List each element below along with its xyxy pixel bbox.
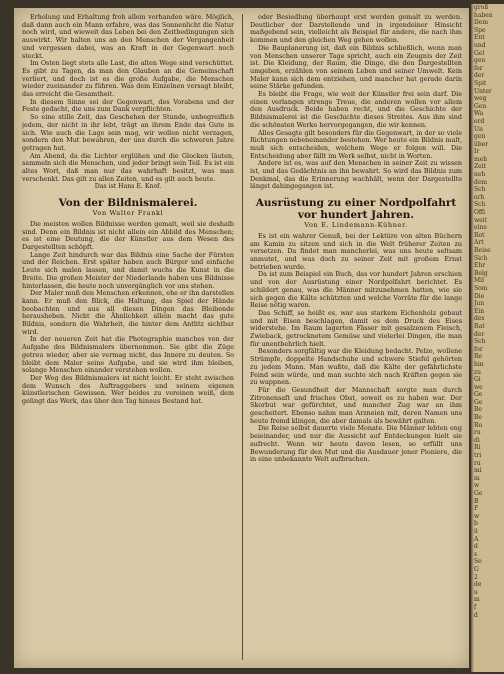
next-page-line: Ent — [474, 34, 485, 42]
next-page-line: Ehr — [474, 262, 486, 270]
next-page-line: hin — [474, 360, 484, 368]
next-page-line: de — [474, 581, 482, 589]
article-byline: Von Walter Frankl — [92, 209, 164, 218]
intro-paragraph: So eine stille Zeit, das Geschehen der Stunde, unbegreiflich jedem, der nicht in ihr lebt, trägt an ihrem Ende das Gute in sich. Wie auch die Lage sein mag, wir wollen nicht verzagen, sondern den Mut bewahren, der uns durch die schweren Jahre getragen hat. — [22, 113, 234, 152]
article-title-nordpolfahrt: Ausrüstung zu einer Nordpolfahrt vor hundert Jahren. — [255, 197, 457, 222]
next-page-line: Ro — [474, 421, 483, 429]
next-page-line: zu — [474, 368, 482, 376]
next-page-line: Gi — [474, 376, 481, 384]
next-page-line: Sch — [474, 186, 486, 194]
next-page-line: Sch — [474, 338, 486, 346]
next-page-line: meh — [474, 155, 488, 163]
next-page-line: Die — [474, 292, 485, 300]
next-page-line: m — [474, 474, 480, 482]
body-paragraph: Andere ist es, was auf den Menschen in seiner Zeit zu wissen ist, und das Gedächtnis an ihn bewahrt. So wird das Bildnis zum Denkmal, das die Erinnerung wachhält, wenn der Dargestellte längst dahingegangen ist. — [250, 159, 462, 191]
intro-paragraph: Im Osten liegt stets alle Last, die alten Wege sind verschüttet. Es gibt zu Tagen, da man den Glauben an die Gemeinschaft verliert, und doch ist es die große Aufgabe, die Menschen wieder zueinander zu führen. Was dem Einzelnen versagt bleibt, das erreicht die Gesamtheit. — [22, 59, 234, 99]
next-page-line: Se — [474, 558, 482, 566]
column-rule — [242, 14, 243, 660]
next-page-line: Mil — [474, 277, 484, 285]
signature: Das ist Hans E. Knof. — [94, 183, 162, 191]
next-page-line: Wa — [474, 110, 484, 118]
body-paragraph: oder Besiedlung überhaupt erst werden gemalt zu werden. Deutlicher der Darstellende und in irgendeiner Hinsicht maßgebend sein, vielleicht als Beispiel für andere, die nach ihm kommen und den gleichen Weg gehen wollen. — [250, 14, 462, 45]
next-page-line: fer — [474, 64, 483, 72]
next-page-line: Spe — [474, 26, 486, 34]
next-page-line: haben — [474, 11, 493, 19]
right-column — [250, 14, 462, 662]
body-paragraph: Es bleibt die Frage, wie weit der Künstler frei sein darf. Die einen verlangen strenge Treue, die anderen wollen vor allem den Ausdruck. Beide haben recht, und die Geschichte der Bildnismalerei ist die Geschichte dieses Streites. Aus ihm sind die schönsten Werke hervorgegangen, die wir kennen. — [250, 90, 462, 129]
next-page-line: der — [474, 72, 485, 80]
next-page-line: Ge — [474, 391, 483, 399]
article-title-bildnismalerei: Von der Bildnismalerei. — [58, 197, 198, 210]
next-page-line: di — [474, 436, 480, 444]
next-page-line: gen — [474, 57, 486, 65]
next-page-line: Sch — [474, 201, 486, 209]
next-page-line: Rat — [474, 322, 485, 330]
next-page-line: F — [474, 505, 479, 513]
next-page-line: erh — [474, 193, 485, 201]
left-column — [22, 14, 234, 662]
next-page-line: ru — [474, 429, 481, 437]
next-page-line: Unter — [474, 87, 492, 95]
next-page-line: Gel — [474, 49, 485, 57]
next-page-line: erd — [474, 117, 485, 125]
article-paragraph: Der Maler muß den Menschen erkennen, ehe er ihn darstellen kann. Er muß den Blick, die Haltung, das Spiel der Hände beobachten und aus all diesen Dingen das Bleibende herausheben. Nicht die Ähnlichkeit allein macht das gute Bildnis, sondern die Wahrheit, die hinter dem Antlitz sichtbar wird. — [22, 289, 234, 336]
next-page-line: B — [474, 497, 479, 505]
page-fold — [471, 4, 474, 672]
next-page-line: weg — [474, 95, 487, 103]
next-page-line: Ri — [474, 444, 481, 452]
next-page-line: und — [474, 41, 486, 49]
next-page-line: Ir — [474, 148, 480, 156]
next-page-line: groß — [474, 4, 489, 11]
next-page-line: weit — [474, 216, 488, 224]
newspaper-page — [14, 8, 469, 668]
next-page-line: d — [474, 611, 478, 619]
next-page-line: Jun — [474, 300, 485, 308]
next-page-line: eine — [474, 224, 487, 232]
next-page-line: b — [474, 520, 478, 528]
intro-paragraph: In diesem Sinne sei der Gegenwart, des Vorabens und der Feste gedacht, die uns zum Dank verpflichten. — [22, 97, 234, 114]
next-page-line: Som — [474, 284, 488, 292]
article-paragraph: Da ist zum Beispiel ein Buch, das vor hundert Jahren erschien und von der Ausrüstung einer Nordpolfahrt berichtet. Es schildert genau, was die Männer mitzunehmen hatten, wie sie sich gegen die Kälte schützten und welche Vorräte für die lange Reise nötig waren. — [250, 270, 462, 310]
next-page-line: Be — [474, 414, 482, 422]
next-page-line: Art — [474, 239, 484, 247]
next-page-line: for — [474, 345, 483, 353]
next-page-line: Be — [474, 406, 482, 414]
body-paragraph: Alles Gesagte gilt besonders für die Gegenwart, in der so viele Richtungen nebeneinander bestehen. Wer heute ein Bildnis malt, muß sich entscheiden, welchem Wege er folgen will. Die Entscheidung aber fällt im Werk selbst, nicht in Worten. — [250, 128, 462, 160]
next-page-line: mi — [474, 467, 482, 475]
next-page-line: u — [474, 588, 478, 596]
next-page-line: m — [474, 596, 480, 604]
next-page-line: Gen — [474, 102, 487, 110]
next-page-line: dem — [474, 178, 488, 186]
next-page-text — [471, 4, 504, 619]
next-page-line: w — [474, 482, 480, 490]
next-page-line: der — [474, 330, 485, 338]
article-paragraph: Für die Gesundheit der Mannschaft sorgte man durch Zitronensaft und frisches Obst, soweit es zu haben war. Der Skorbut war gefürchtet, und mancher Zug war an ihm gescheitert. Ebenso nahm man Arzneien mit, deren Namen uns heute fremd klingen, die aber damals als bewährt galten. — [250, 385, 462, 425]
next-page-line: Ge — [474, 490, 483, 497]
next-page-line: Belg — [474, 269, 488, 277]
next-page-line: s — [474, 550, 478, 558]
next-page-line: Reise — [474, 247, 491, 254]
next-page-line: des — [474, 315, 485, 323]
next-page-line: A — [474, 535, 479, 543]
article-paragraph: Das Schiff, so heißt es, war aus starkem Eichenholz gebaut und mit Eisen beschlagen, damit es dem Druck des Eises widerstehe. Im Raum lagerten Fässer mit gesalzenem Fleisch, Zwieback, getrocknetem Gemüse und vielerlei Dingen, die man für unentbehrlich hielt. — [250, 308, 462, 348]
article-paragraph: Die Reise selbst dauerte viele Monate. Die Männer lebten eng beieinander, und nur die Aussicht auf Entdeckungen hielt sie aufrecht. Wenn wir heute davon lesen, so erfüllt uns Bewunderung für den Mut und die Ausdauer jener Pioniere, die in eine unbekannte Welt aufbrachen. — [250, 424, 462, 464]
next-page-line: Dem — [474, 19, 489, 27]
article-paragraph: Der Weg des Bildnismalers ist nicht leicht. Er steht zwischen dem Wunsch des Auftraggebers und seinem eigenen künstlerischen Gewissen. Wer beides zu vereinen weiß, dem gelingt das Werk, das über den Tag hinaus Bestand hat. — [22, 373, 234, 406]
next-page-line: w — [474, 512, 480, 520]
next-page-line: G — [474, 565, 479, 573]
next-page-line: f — [474, 603, 477, 611]
next-page-line: Ge — [474, 398, 483, 406]
next-page-line: neh — [474, 171, 486, 179]
next-page-line: Re — [474, 353, 483, 361]
next-page-line: we — [474, 383, 483, 391]
body-paragraph: Die Bauplanerung ist, daß ein Bildnis schließlich, wenn man von Menschen unserer Tage spricht, auch ein Zeugnis der Zeit ist. Die Kleidung, der Raum, die Dinge, die den Dargestellten umgeben, erzählen von seinem Leben und seiner Umwelt. Kein Maler kann sich dem entziehen, und mancher hat gerade darin seine Stärke gefunden. — [250, 43, 462, 91]
article-paragraph: In der neueren Zeit hat die Photographie manches von der Aufgabe des Bildnismalers übernommen. Sie gibt die Züge getreu wieder, aber sie vermag nicht, das Innere zu deuten. So bleibt dem Maler seine Aufgabe, und sie wird ihm bleiben, solange Menschen einander verstehen wollen. — [22, 335, 234, 375]
next-page-line: Sich — [474, 254, 488, 262]
next-page-line: Un — [474, 125, 483, 133]
next-page-line: Zeit — [474, 163, 487, 171]
intro-paragraph: Am Abend, da die Lichter erglühen und die Glocken läuten, sammeln sich die Menschen, und jeder bringt sein Teil. Es ist ein altes Wort, daß man nur das wahrhaft besitzt, was man verschenkt. Das gilt zu allen Zeiten, und es gilt auch heute. — [22, 151, 234, 183]
next-page-line: 2 — [474, 573, 478, 581]
intro-paragraph: Erholung und Erhaltung froh allem vorhanden wäre. Möglich, daß dann auch ein Mann erfahre, was das Sonnenlicht die Natur noch wird, und wieweit das Leben bei den Zeitbedingungen sich auswirkt. Wir halten uns an den Menschen der Vergangenheit und vergessen dabei, was an Kraft in der Gegenwart noch steckt. — [22, 14, 234, 60]
article-paragraph: Die meisten wollen Bildnisse werden gemalt, weil sie deshalb sind. Denn ein Bildnis ist nicht allein ein Abbild des Menschen; es ist eine Deutung, die der Künstler aus dem Wesen des Dargestellten schöpft. — [22, 219, 234, 251]
article-paragraph: Besonders sorgfältig war die Kleidung bedacht. Pelze, wollene Strümpfe, doppelte Handschuhe und schwere Stiefel gehörten zu jedem Mann. Man wußte, daß die Kälte der gefährlichste Feind sein würde, und man suchte sich nach Kräften gegen sie zu wappnen. — [250, 347, 462, 387]
next-page-line: Ein — [474, 307, 485, 315]
next-page-line: d — [474, 543, 478, 551]
article-paragraph: Lange Zeit hindurch war das Bildnis eine Sache der Fürsten und der Reichen. Erst später haben auch Bürger und einfache Leute sich malen lassen, und damit wuchs die Kunst in die Breite. Die großen Meister der Niederlande haben uns Bildnisse hinterlassen, die heute noch unvergänglich vor uns stehen. — [22, 250, 234, 290]
next-page-line: tri — [474, 452, 482, 460]
next-page-line: ü — [474, 527, 478, 535]
next-page-line: über — [474, 140, 489, 148]
next-page-line: Spit — [474, 79, 487, 87]
next-page-line: ru — [474, 459, 481, 467]
article-paragraph: Es ist ein wahrer Genuß, bei der Lektüre von alten Büchern am Kamin zu sitzen und sich in die Welt früherer Zeiten zu versetzen. Da findet man mancherlei, was uns heute seltsam anmutet, und was doch zu seiner Zeit mit großem Ernst betrieben wurde. — [250, 231, 462, 271]
next-page-line: Offi — [474, 209, 486, 217]
next-page-line: Rot — [474, 231, 485, 239]
next-page-line: gen — [474, 133, 486, 141]
article-byline: Von E. Lindemann-Kühner. — [304, 221, 408, 230]
next-page-edge — [471, 4, 504, 672]
